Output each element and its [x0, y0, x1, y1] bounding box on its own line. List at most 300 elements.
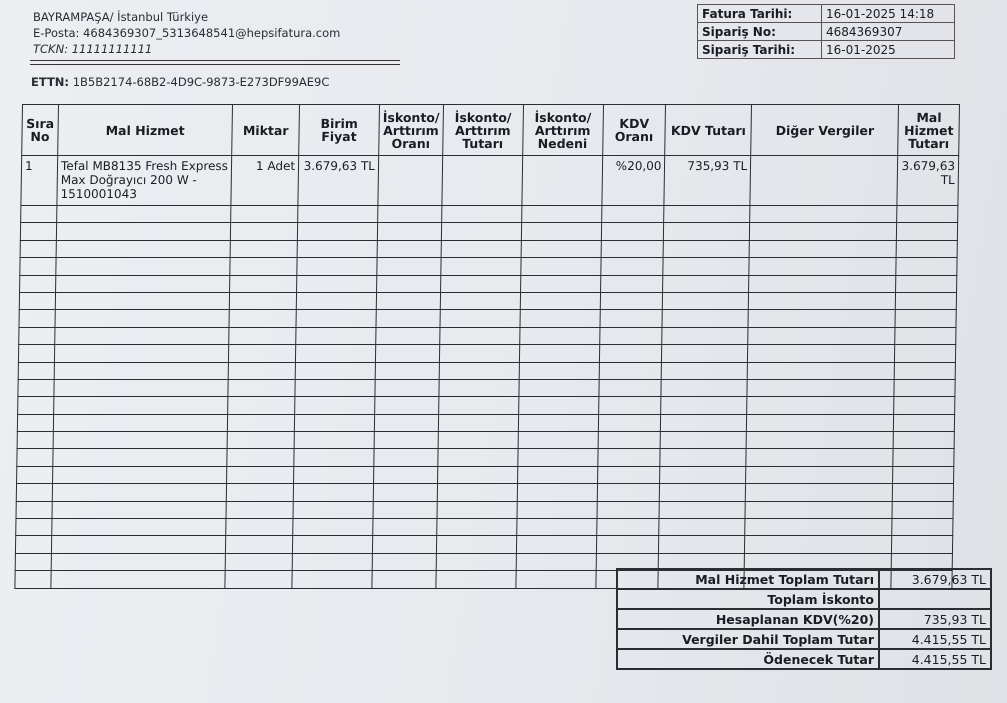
empty-cell [17, 414, 53, 431]
empty-cell [296, 345, 376, 362]
empty-cell [518, 397, 598, 414]
col-header-other-tax: Diğer Vergiler [751, 105, 899, 156]
empty-cell [292, 553, 372, 570]
empty-cell [226, 501, 293, 518]
empty-cell [749, 258, 897, 275]
empty-cell [294, 449, 374, 466]
empty-cell [596, 536, 659, 553]
empty-cell [750, 223, 898, 240]
totals-row [617, 629, 991, 649]
table-row-empty [18, 397, 955, 414]
totals-row [617, 649, 991, 669]
empty-cell [16, 484, 52, 501]
table-row-empty [19, 310, 956, 327]
empty-cell [746, 466, 894, 483]
empty-cell [893, 449, 954, 466]
empty-cell [228, 362, 295, 379]
totals-value: 735,93 TL [879, 609, 991, 629]
empty-cell [896, 275, 957, 292]
empty-cell [18, 379, 54, 396]
col-header-unit-price: Birim Fiyat [299, 105, 380, 156]
empty-cell [17, 466, 53, 483]
empty-cell [599, 362, 662, 379]
empty-cell [597, 501, 660, 518]
item-vat-amount: 735,93 TL [664, 156, 750, 206]
item-no: 1 [21, 156, 58, 206]
empty-cell [227, 432, 294, 449]
empty-cell [596, 519, 659, 536]
empty-cell [436, 536, 516, 553]
item-name: Tefal MB8135 Fresh Express Max Doğrayıcı 200 W - 1510001043 [57, 156, 232, 206]
empty-cell [229, 292, 296, 309]
empty-cell [230, 275, 297, 292]
empty-cell [661, 379, 747, 396]
table-row-empty [16, 519, 953, 536]
empty-cell [517, 466, 597, 483]
empty-cell [293, 536, 373, 553]
empty-cell [55, 310, 230, 327]
empty-cell [521, 258, 601, 275]
empty-cell [598, 432, 661, 449]
empty-cell [54, 362, 229, 379]
table-row-empty [20, 240, 957, 257]
totals-label: Mal Hizmet Toplam Tutarı [617, 569, 879, 589]
empty-cell [662, 362, 748, 379]
empty-cell [375, 397, 439, 414]
empty-cell [15, 536, 51, 553]
empty-cell [600, 310, 663, 327]
empty-cell [294, 466, 374, 483]
empty-cell [376, 327, 440, 344]
empty-cell [897, 206, 958, 223]
table-row [21, 156, 959, 206]
empty-cell [441, 223, 521, 240]
empty-cell [748, 345, 896, 362]
table-row-empty [18, 379, 955, 396]
empty-cell [664, 206, 750, 223]
empty-cell [19, 327, 55, 344]
empty-cell [745, 484, 893, 501]
empty-cell [519, 345, 599, 362]
empty-cell [374, 449, 438, 466]
empty-cell [55, 327, 230, 344]
empty-cell [229, 345, 296, 362]
empty-cell [297, 258, 377, 275]
empty-cell [895, 362, 956, 379]
empty-cell [57, 206, 232, 223]
ettn [31, 75, 329, 89]
empty-cell [441, 258, 521, 275]
empty-cell [519, 327, 599, 344]
empty-cell [750, 206, 898, 223]
empty-cell [297, 240, 377, 257]
table-row-empty [17, 449, 954, 466]
empty-cell [896, 258, 957, 275]
empty-cell [893, 484, 954, 501]
col-header-no: Sıra No [22, 105, 59, 156]
totals-row [617, 589, 991, 609]
empty-cell [601, 206, 664, 223]
empty-cell [599, 345, 662, 362]
empty-cell [54, 345, 229, 362]
empty-cell [52, 519, 227, 536]
empty-cell [520, 275, 600, 292]
invoice-meta-table [697, 4, 955, 59]
empty-cell [519, 379, 599, 396]
empty-cell [53, 432, 228, 449]
totals-table [616, 568, 992, 670]
empty-cell [439, 379, 519, 396]
empty-cell [660, 484, 746, 501]
empty-cell [53, 449, 228, 466]
empty-cell [375, 345, 439, 362]
empty-cell [293, 519, 373, 536]
empty-cell [54, 397, 229, 414]
empty-cell [376, 275, 440, 292]
meta-row [698, 5, 955, 23]
empty-cell [746, 432, 894, 449]
empty-cell [227, 449, 294, 466]
empty-cell [439, 362, 519, 379]
item-discount-rate [378, 156, 443, 206]
empty-cell [659, 519, 745, 536]
empty-cell [516, 571, 596, 588]
empty-cell [437, 466, 517, 483]
empty-cell [231, 223, 298, 240]
empty-cell [748, 292, 896, 309]
empty-cell [600, 258, 663, 275]
item-qty: 1 Adet [231, 156, 299, 206]
empty-cell [897, 223, 958, 240]
empty-cell [18, 397, 54, 414]
empty-cell [601, 223, 664, 240]
empty-cell [662, 345, 748, 362]
empty-cell [520, 292, 600, 309]
item-total: 3.679,63 TL [897, 156, 958, 206]
col-header-discount-amount: İskonto/ Arttırım Tutarı [443, 105, 524, 156]
empty-cell [437, 484, 517, 501]
empty-cell [660, 449, 746, 466]
empty-cell [436, 571, 516, 588]
empty-cell [661, 414, 747, 431]
col-header-qty: Miktar [232, 105, 300, 156]
col-header-discount-rate: İskonto/ Arttırım Oranı [379, 105, 444, 156]
table-row-empty [18, 362, 955, 379]
empty-cell [437, 501, 517, 518]
seller-email: E-Posta: 4684369307_5313648541@hepsifatura.com [33, 26, 341, 40]
empty-cell [56, 223, 231, 240]
empty-cell [521, 206, 601, 223]
empty-cell [442, 206, 522, 223]
empty-cell [297, 223, 377, 240]
table-row-empty [18, 345, 955, 362]
meta-value: 16-01-2025 14:18 [822, 5, 955, 23]
empty-cell [746, 449, 894, 466]
empty-cell [436, 553, 516, 570]
empty-cell [295, 362, 375, 379]
empty-cell [375, 379, 439, 396]
empty-cell [377, 223, 441, 240]
table-row-empty [19, 327, 956, 344]
col-header-vat-rate: KDV Oranı [602, 105, 666, 156]
empty-cell [294, 414, 374, 431]
empty-cell [229, 310, 296, 327]
totals-value: 4.415,55 TL [879, 629, 991, 649]
seller-info [33, 9, 340, 57]
empty-cell [439, 345, 519, 362]
empty-cell [53, 466, 228, 483]
empty-cell [55, 292, 230, 309]
items-table-wrapper [15, 104, 960, 574]
empty-cell [228, 379, 295, 396]
meta-label: Sipariş Tarihi: [698, 41, 822, 59]
meta-value: 4684369307 [822, 23, 955, 41]
empty-cell [896, 292, 957, 309]
empty-cell [17, 432, 53, 449]
empty-cell [230, 258, 297, 275]
empty-cell [894, 397, 955, 414]
empty-cell [377, 240, 441, 257]
totals-label: Vergiler Dahil Toplam Tutar [617, 629, 879, 649]
items-table [14, 104, 960, 589]
totals-label: Ödenecek Tutar [617, 649, 879, 669]
empty-cell [747, 379, 895, 396]
empty-cell [894, 414, 955, 431]
empty-cell [745, 519, 893, 536]
empty-cell [437, 519, 517, 536]
empty-cell [516, 553, 596, 570]
empty-cell [53, 414, 228, 431]
empty-cell [438, 414, 518, 431]
empty-cell [19, 310, 55, 327]
empty-cell [54, 379, 229, 396]
empty-cell [438, 432, 518, 449]
empty-cell [660, 466, 746, 483]
empty-cell [52, 484, 227, 501]
empty-cell [599, 327, 662, 344]
empty-cell [226, 519, 293, 536]
divider-line [30, 64, 400, 65]
totals-value: 4.415,55 TL [879, 649, 991, 669]
meta-label: Sipariş No: [698, 23, 822, 41]
empty-cell [749, 240, 897, 257]
empty-cell [51, 553, 226, 570]
table-row-empty [19, 292, 956, 309]
empty-cell [597, 484, 660, 501]
empty-cell [56, 275, 231, 292]
empty-cell [377, 258, 441, 275]
col-header-vat-amount: KDV Tutarı [665, 105, 752, 156]
empty-cell [292, 571, 372, 588]
meta-label: Fatura Tarihi: [698, 5, 822, 23]
empty-cell [598, 379, 661, 396]
col-header-discount-reason: İskonto/ Arttırım Nedeni [522, 105, 603, 156]
empty-cell [748, 327, 896, 344]
empty-cell [892, 536, 953, 553]
empty-cell [228, 397, 295, 414]
empty-cell [895, 345, 956, 362]
empty-cell [518, 432, 598, 449]
empty-cell [661, 432, 747, 449]
item-unit-price: 3.679,63 TL [298, 156, 379, 206]
item-other-tax [750, 156, 898, 206]
empty-cell [18, 345, 54, 362]
item-vat-rate: %20,00 [601, 156, 665, 206]
empty-cell [747, 362, 895, 379]
empty-cell [748, 310, 896, 327]
empty-cell [894, 379, 955, 396]
empty-cell [441, 240, 521, 257]
empty-cell [297, 275, 377, 292]
empty-cell [296, 292, 376, 309]
empty-cell [293, 484, 373, 501]
empty-cell [230, 240, 297, 257]
meta-row [698, 23, 955, 41]
empty-cell [521, 223, 601, 240]
empty-cell [440, 275, 520, 292]
totals-value [879, 589, 991, 609]
empty-cell [598, 397, 661, 414]
empty-cell [376, 310, 440, 327]
empty-cell [20, 240, 56, 257]
empty-cell [894, 432, 955, 449]
empty-cell [225, 571, 292, 588]
empty-cell [597, 449, 660, 466]
empty-cell [226, 484, 293, 501]
empty-cell [747, 414, 895, 431]
empty-cell [897, 240, 958, 257]
meta-row [698, 41, 955, 59]
item-discount-reason [522, 156, 603, 206]
empty-cell [375, 362, 439, 379]
ettn-value: 1B5B2174-68B2-4D9C-9873-E273DF99AE9C [72, 75, 330, 89]
empty-cell [15, 571, 51, 588]
empty-cell [20, 275, 56, 292]
empty-cell [295, 397, 375, 414]
empty-cell [893, 466, 954, 483]
item-discount-amount [442, 156, 523, 206]
empty-cell [518, 449, 598, 466]
totals-label: Toplam İskonto [617, 589, 879, 609]
empty-cell [19, 292, 55, 309]
empty-cell [663, 258, 749, 275]
empty-cell [439, 397, 519, 414]
empty-cell [895, 310, 956, 327]
empty-cell [895, 327, 956, 344]
ettn-label: ETTN: [31, 75, 70, 89]
divider-line [30, 60, 400, 61]
empty-cell [227, 466, 294, 483]
empty-cell [373, 466, 437, 483]
meta-value: 16-01-2025 [822, 41, 955, 59]
table-row-empty [15, 536, 952, 553]
empty-cell [663, 275, 749, 292]
empty-cell [892, 519, 953, 536]
table-row-empty [20, 275, 957, 292]
empty-cell [16, 519, 52, 536]
empty-cell [374, 432, 438, 449]
empty-cell [228, 414, 295, 431]
empty-cell [598, 414, 661, 431]
seller-tckn: TCKN: 11111111111 [33, 42, 153, 56]
table-row-empty [17, 432, 954, 449]
empty-cell [664, 240, 750, 257]
empty-cell [225, 553, 292, 570]
empty-cell [600, 275, 663, 292]
empty-cell [520, 310, 600, 327]
empty-cell [296, 327, 376, 344]
empty-cell [745, 536, 893, 553]
totals-value: 3.679,63 TL [879, 569, 991, 589]
empty-cell [440, 292, 520, 309]
empty-cell [517, 501, 597, 518]
empty-cell [20, 258, 56, 275]
empty-cell [659, 536, 745, 553]
empty-cell [749, 275, 897, 292]
empty-cell [51, 571, 226, 588]
empty-cell [15, 553, 51, 570]
empty-cell [892, 501, 953, 518]
empty-cell [293, 501, 373, 518]
empty-cell [229, 327, 296, 344]
empty-cell [52, 501, 227, 518]
totals-row [617, 609, 991, 629]
empty-cell [231, 206, 298, 223]
col-header-name: Mal Hizmet [58, 105, 233, 156]
empty-cell [601, 240, 664, 257]
table-row-empty [17, 414, 954, 431]
table-row-empty [21, 206, 958, 223]
empty-cell [56, 258, 231, 275]
empty-cell [296, 310, 376, 327]
table-row-empty [16, 484, 953, 501]
empty-cell [56, 240, 231, 257]
empty-cell [20, 223, 56, 240]
empty-cell [597, 466, 660, 483]
empty-cell [663, 292, 749, 309]
empty-cell [294, 432, 374, 449]
table-row-empty [16, 501, 953, 518]
col-header-total: Mal Hizmet Tutarı [898, 105, 959, 156]
empty-cell [517, 484, 597, 501]
empty-cell [378, 206, 442, 223]
empty-cell [21, 206, 57, 223]
empty-cell [659, 501, 745, 518]
empty-cell [518, 414, 598, 431]
empty-cell [373, 519, 437, 536]
empty-cell [51, 536, 226, 553]
empty-cell [745, 501, 893, 518]
items-header-row [22, 105, 960, 156]
empty-cell [440, 310, 520, 327]
empty-cell [440, 327, 520, 344]
empty-cell [662, 327, 748, 344]
empty-cell [516, 519, 596, 536]
totals-row [617, 569, 991, 589]
empty-cell [16, 501, 52, 518]
empty-cell [226, 536, 293, 553]
empty-cell [662, 310, 748, 327]
empty-cell [17, 449, 53, 466]
empty-cell [438, 449, 518, 466]
empty-cell [664, 223, 750, 240]
empty-cell [373, 484, 437, 501]
totals-label: Hesaplanan KDV(%20) [617, 609, 879, 629]
empty-cell [521, 240, 601, 257]
empty-cell [295, 379, 375, 396]
empty-cell [516, 536, 596, 553]
seller-address: BAYRAMPAŞA/ İstanbul Türkiye [33, 10, 209, 24]
